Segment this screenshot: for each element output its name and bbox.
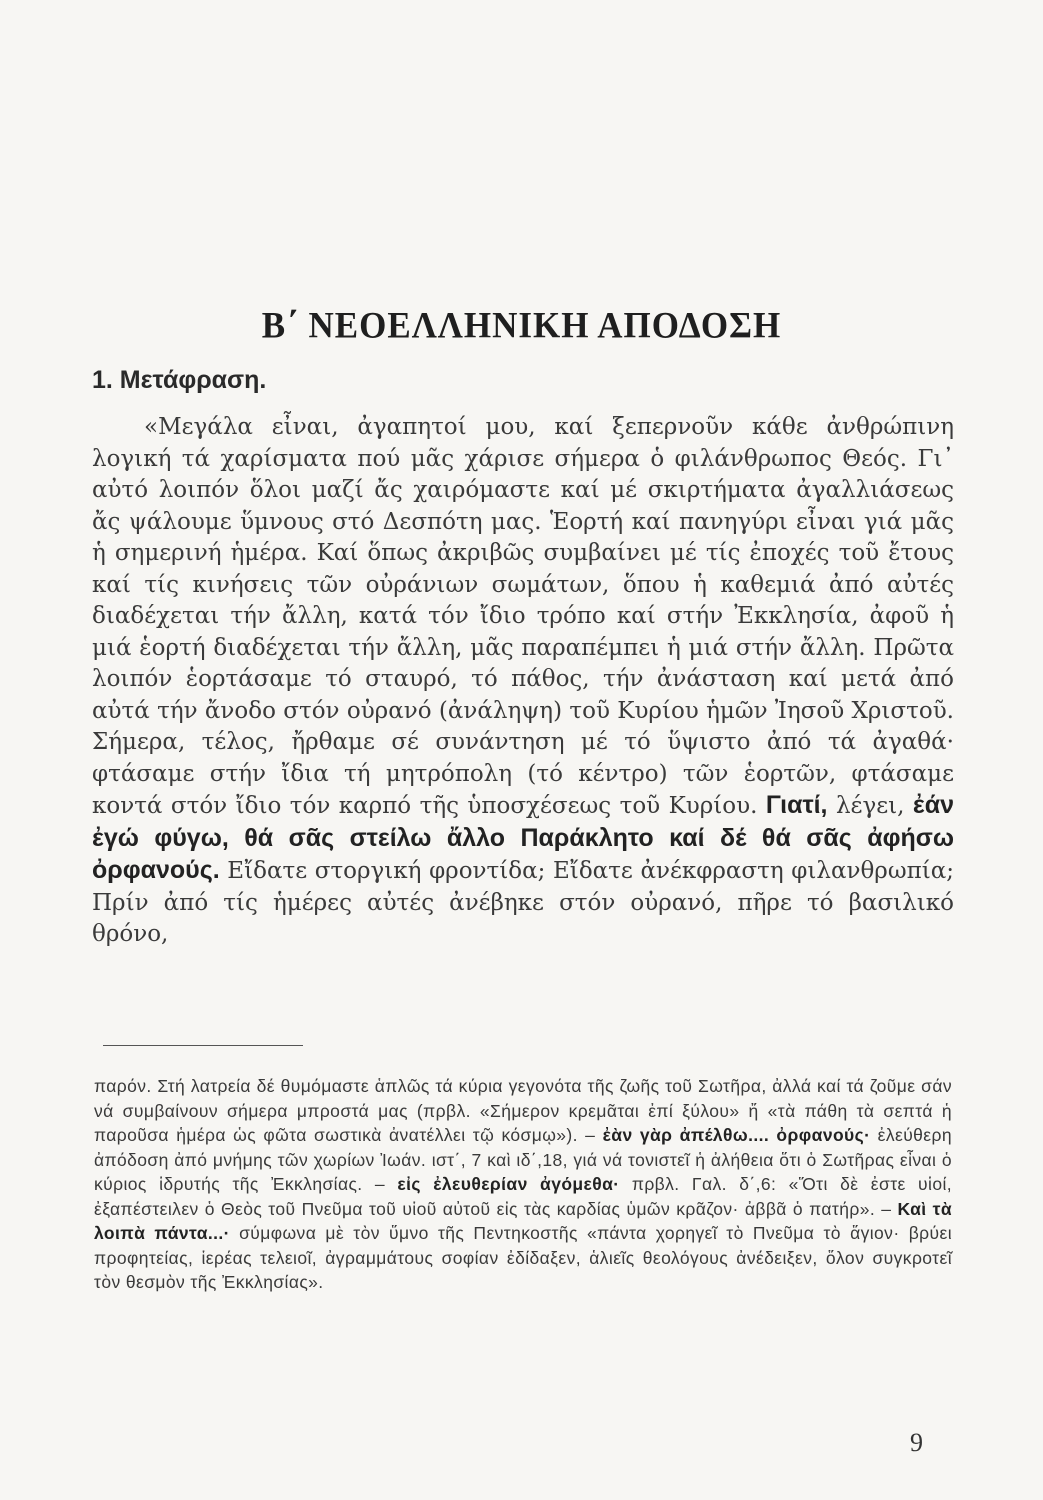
footnote-text-2: ἐλεύθερη ἀπόδοση ἀπό μνήμης τῶν χωρίων Ἰωάν. ιστ΄, 7 καὶ ιδ΄,18, γιά νά τονιστεῖ ἡ ἀλήθεια ὅτι ὁ Σωτῆρας εἶναι ὁ κύριος ἱδρυτής τῆς Ἐκκλησίας. –	[94, 1125, 952, 1194]
body-emphasis-1: Γιατί,	[765, 791, 828, 819]
footnote-lemma-2: εἰς ἐλευθερίαν ἀγόμεθα·	[397, 1174, 620, 1194]
footnote-lemma-1: ἐὰν γὰρ ἀπέλθω.... ὀρφανούς·	[602, 1125, 871, 1145]
page-number: 9	[910, 1428, 923, 1457]
body-text-part-1: «Μεγάλα εἶναι, ἀγαπητοί μου, καί ξεπερνοῦν κάθε ἀνθρώπινη λογική τά χαρίσματα πού μᾶς χάρισε σήμερα ὁ φιλάνθρωπος Θεός. Γι᾿ αὐτό λοιπόν ὅλοι μαζί ἄς χαιρόμαστε καί μέ σκιρτήματα ἀγαλλιάσεως ἄς ψάλουμε ὕμνους στό Δεσπότη μας. Ἑορτή καί πανηγύρι εἶναι γιά μᾶς ἡ σημερινή ἡμέρα. Καί ὅπως ἀκριβῶς συμβαίνει μέ τίς ἐποχές τοῦ ἔτους καί τίς κινήσεις τῶν οὐράνιων σωμάτων, ὅπου ἡ καθεμιά ἀπό αὐτές διαδέχεται τήν ἄλλη, κατά τόν ἴδιο τρόπο καί στήν Ἐκκλησία, ἀφοῦ ἡ μιά ἑορτή διαδέχεται τήν ἄλλη, μᾶς παραπέμπει ἡ μιά στήν ἄλλη. Πρῶτα λοιπόν ἑορτάσαμε τό σταυρό, τό πάθος, τήν ἀνάσταση καί μετά ἀπό αὐτά τήν ἄνοδο στόν οὐρανό (ἀνάληψη) τοῦ Κυρίου ἡμῶν Ἰησοῦ Χριστοῦ. Σήμερα, τέλος, ἤρθαμε σέ συνάντηση μέ τό ὕψιστο ἀπό τά ἀγαθά· φτάσαμε στήν ἴδια τή μητρόπολη (τό κέντρο) τῶν ἑορτῶν, φτάσαμε κοντά στόν ἴδιο τόν καρπό τῆς ὑποσχέσεως τοῦ Κυρίου.	[92, 414, 954, 819]
footnote-text-3: πρβλ. Γαλ. δ΄,6: «Ὅτι δὲ ἐστε υἱοί, ἐξαπέστειλεν ὁ Θεὸς τοῦ Πνεῦμα τοῦ υἱοῦ αὐτοῦ εἰς τὰς καρδίας ὑμῶν κρᾶζον· ἀββᾶ ὁ πατήρ». –	[94, 1174, 953, 1219]
page-title: Β΄ ΝΕΟΕΛΛΗΝΙΚΗ ΑΠΟΔΟΣΗ	[261, 305, 782, 347]
footnote	[94, 1074, 952, 1295]
footnote-divider	[103, 1045, 303, 1046]
footnote-text-1: παρόν. Στή λατρεία δέ θυμόμαστε ἁπλῶς τά κύρια γεγονότα τῆς ζωῆς τοῦ Σωτῆρα, ἀλλά καί τά ζοῦμε σάν νά συμβαίνουν σήμερα μπροστά μας (πρβλ. «Σήμερον κρεμᾶται ἐπί ξύλου» ἤ «τὰ πάθη τὰ σεπτά ἡ παροῦσα ἡμέρα ὡς φῶτα σωστικὰ ἀνατέλλει τῷ κόσμῳ»). –	[94, 1076, 952, 1145]
body-text-part-3: Εἴδατε στοργική φροντίδα; Εἴδατε ἀνέκφραστη φιλανθρωπία; Πρίν ἀπό τίς ἡμέρες αὐτές ἀνέβηκε στόν οὐρανό, πῆρε τό βασιλικό θρόνο,	[92, 858, 954, 947]
main-paragraph	[92, 412, 954, 951]
footnote-text-4: σύμφωνα μὲ τὸν ὕμνο τῆς Πεντηκοστῆς «πάντα χορηγεῖ τὸ Πνεῦμα τὸ ἅγιον· βρύει προφητείας, ἱερέας τελειοῖ, ἀγραμμάτους σοφίαν ἐδίδαξεν, ἁλιεῖς θεολόγους ἀνέδειξεν, ὅλον συγκροτεῖ τὸν θεσμὸν τῆς Ἐκκλησίας».	[94, 1223, 952, 1292]
body-emphasis-quote: ἐάν ἐγώ φύγω, θά σᾶς στείλω ἄλλο Παράκλητο καί δέ θά σᾶς ἀφήσω ὀρφανούς.	[92, 791, 955, 884]
body-text-part-2: λέγει,	[835, 793, 905, 819]
section-heading: 1. Μετάφραση.	[92, 366, 267, 394]
footnote-lemma-3: Καὶ τὰ λοιπὰ πάντα...·	[94, 1198, 953, 1243]
